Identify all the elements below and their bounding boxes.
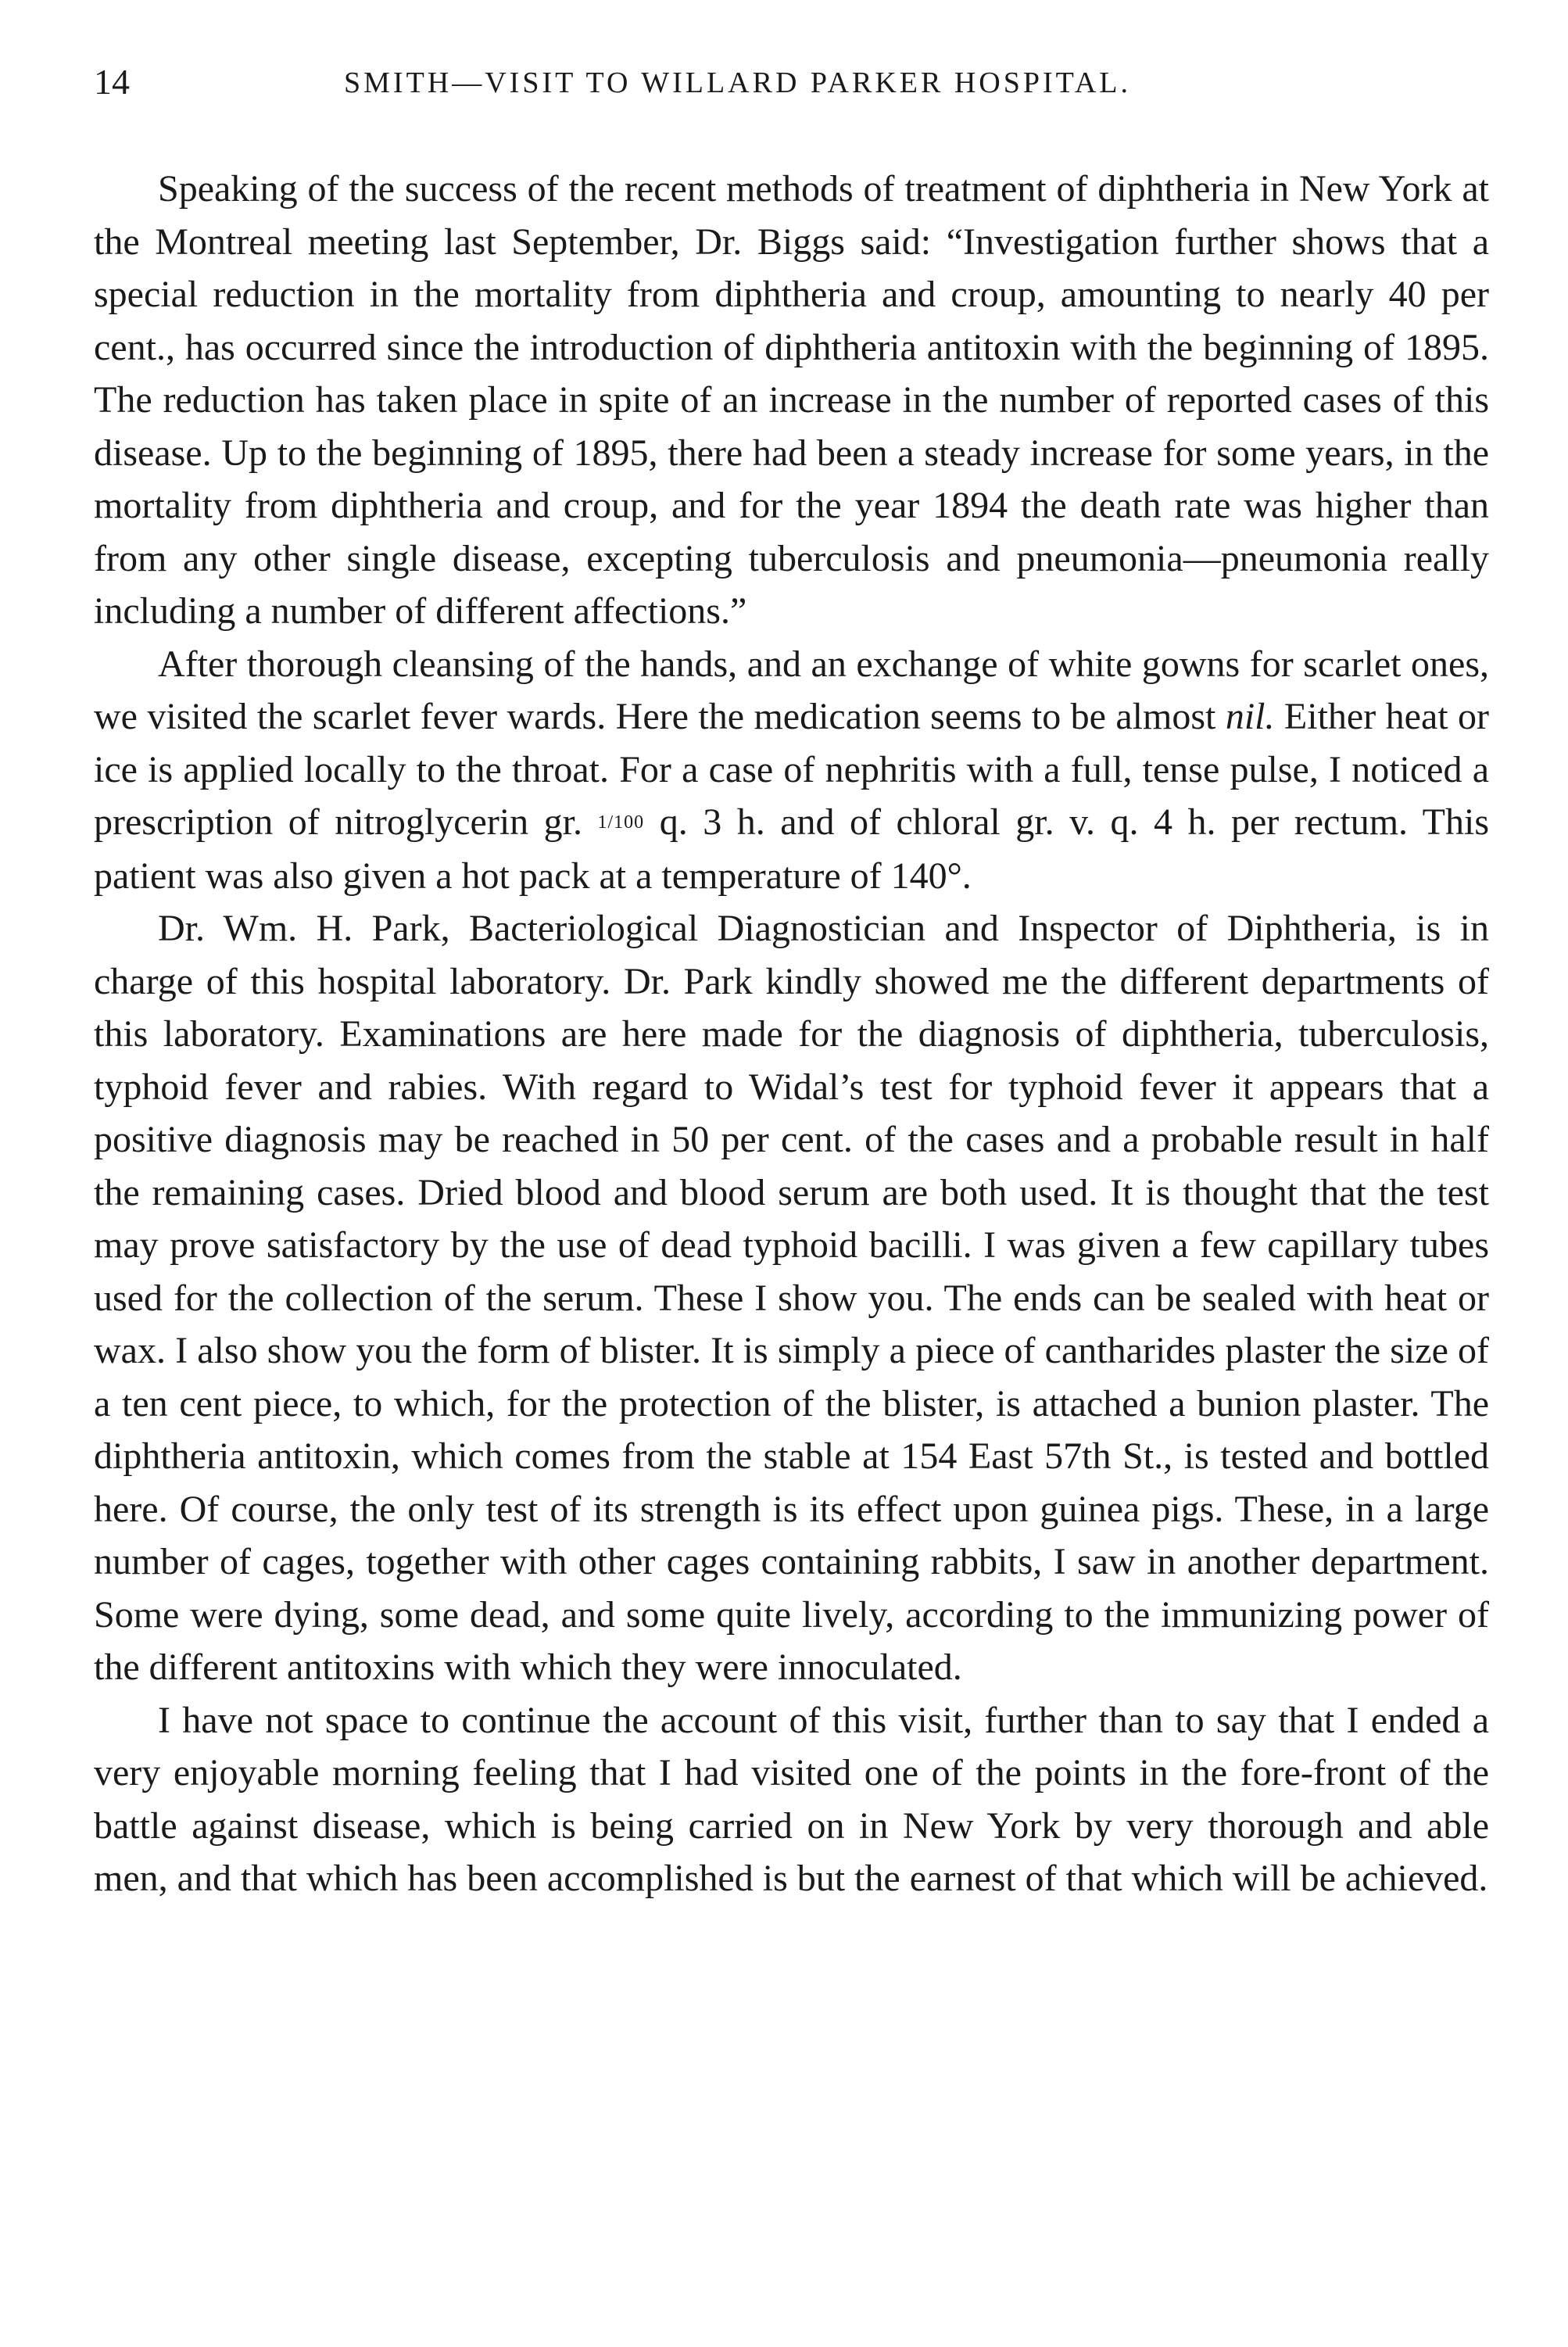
paragraph-text: After thorough cleansing of the hands, and an exchange of white gowns for scarlet ones, we visited the scarlet fever wards. Here the medication seems to be almost xyxy=(94,643,1489,737)
body-text xyxy=(94,163,1489,1905)
page-number: 14 xyxy=(94,62,130,102)
paragraph-text: q. 3 h. and of chloral gr. v. q. 4 h. per rectum. This patient was also given a hot pack at a temperature of 140°. xyxy=(94,801,1489,897)
running-title: SMITH—VISIT TO WILLARD PARKER HOSPITAL. xyxy=(344,66,1131,99)
paragraph-conclusion: I have not space to continue the account of this visit, further than to say that I ended a very enjoyable morning feeling that I had visited one of the points in the fore-front of the battle against disease, which is being carried on in New York by very thorough and able men, and that which has been accomplished is but the earnest of that which will be achieved. xyxy=(94,1699,1489,1899)
paragraph-biggs-quote: Speaking of the success of the recent methods of treatment of diphtheria in New York at the Montreal meeting last September, Dr. Biggs said: “Investigation further shows that a special reduction in the mortality from diphtheria and croup, amounting to nearly 40 per cent., has occurred since the introduction of diphtheria antitoxin with the beginning of 1895. The reduction has taken place in spite of an increase in the number of reported cases of this disease. Up to the beginning of 1895, there had been a steady increase for some years, in the mortality from diphtheria and croup, and for the year 1894 the death rate was higher than from any other single disease, excepting tuberculosis and pneumonia—pneumonia really including a number of different affections.” xyxy=(94,168,1489,632)
running-head xyxy=(94,55,1489,117)
dosage-fraction: 1/100 xyxy=(597,812,645,833)
book-page xyxy=(94,55,1489,1905)
paragraph-scarlet-fever-wards xyxy=(94,638,1489,903)
paragraph-laboratory: Dr. Wm. H. Park, Bacteriological Diagnostician and Inspector of Diphtheria, is in charge of this hospital laboratory. Dr. Park kindly showed me the different departments of this laboratory. Examinations are here made for the diagnosis of diphtheria, tuberculosis, typhoid fever and rabies. With regard to Widal’s test for typhoid fever it appears that a positive diagnosis may be reached in 50 per cent. of the cases and a probable result in half the remaining cases. Dried blood and blood serum are both used. It is thought that the test may prove satisfactory by the use of dead typhoid bacilli. I was given a few capillary tubes used for the collection of the serum. These I show you. The ends can be sealed with heat or wax. I also show you the form of blister. It is simply a piece of cantharides plaster the size of a ten cent piece, to which, for the protection of the blister, is attached a bunion plaster. The diphtheria antitoxin, which comes from the stable at 154 East 57th St., is tested and bottled here. Of course, the only test of its strength is its effect upon guinea pigs. These, in a large number of cages, together with other cages containing rabbits, I saw in another department. Some were dying, some dead, and some quite lively, according to the immunizing power of the different antitoxins with which they were innoculated. xyxy=(94,908,1489,1688)
paragraph-text: Either heat or ice is applied locally to the throat. For a case of nephritis with a full, tense pulse, I noticed a prescription of nitroglycerin gr. xyxy=(94,696,1489,843)
italic-term: nil. xyxy=(1225,696,1275,737)
